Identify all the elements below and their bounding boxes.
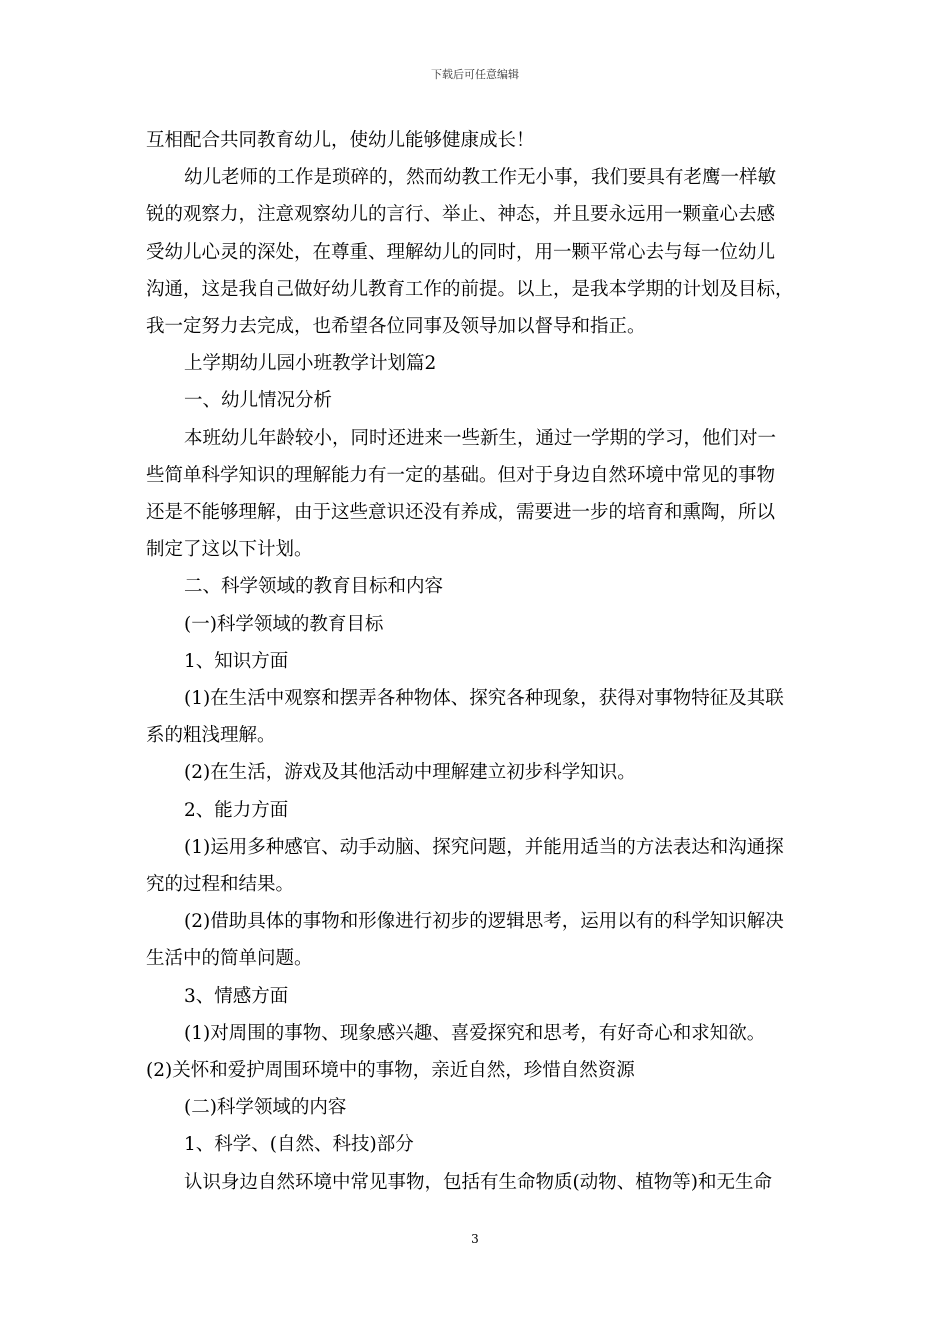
text-line: (2)在生活，游戏及其他活动中理解建立初步科学知识。 [184,762,636,784]
text-line: (1)运用多种感官、动手动脑、探究问题，并能用适当的方法表达和沟通探 [184,836,784,858]
text-line: 究的过程和结果。 [146,874,295,896]
text-line: (二)科学领域的内容 [184,1097,347,1119]
text-line: (2)关怀和爱护周围环境中的事物，亲近自然，珍惜自然资源 [146,1060,635,1082]
text-line: 2、能力方面 [184,799,289,821]
text-line: 生活中的简单问题。 [146,948,313,970]
text-line: (1)在生活中观察和摆弄各种物体、探究各种现象，获得对事物特征及其联 [184,688,784,710]
text-line: (1)对周围的事物、现象感兴趣、喜爱探究和思考，有好奇心和求知欲。 [184,1022,766,1044]
text-line: 幼儿老师的工作是琐碎的，然而幼教工作无小事，我们要具有老鹰一样敏 [184,167,777,189]
text-line: 互相配合共同教育幼儿，使幼儿能够健康成长！ [146,130,535,151]
text-line: 制定了这以下计划。 [146,539,313,561]
page-header: 下载后可任意编辑 [431,68,519,81]
text-line: 本班幼儿年龄较小，同时还进来一些新生，通过一学期的学习，他们对一 [184,427,777,449]
text-line: 上学期幼儿园小班教学计划篇2 [184,353,437,375]
text-line: 3、情感方面 [184,985,289,1007]
text-line: 我一定努力去完成，也希望各位同事及领导加以督导和指正。 [146,316,646,338]
text-line: 锐的观察力，注意观察幼儿的言行、举止、神态，并且要永远用一颗童心去感 [146,204,776,226]
text-line: (一)科学领域的教育目标 [184,613,384,635]
text-line: 沟通，这是我自己做好幼儿教育工作的前提。以上，是我本学期的计划及目标， [146,278,794,300]
text-line: 一、幼儿情况分析 [184,390,333,412]
document-body [146,122,816,1201]
text-line: 认识身边自然环境中常见事物，包括有生命物质(动物、植物等)和无生命 [184,1171,772,1193]
text-line: 系的粗浅理解。 [146,725,276,747]
text-line: 受幼儿心灵的深处，在尊重、理解幼儿的同时，用一颗平常心去与每一位幼儿 [146,241,776,263]
text-line: (2)借助具体的事物和形像进行初步的逻辑思考，运用以有的科学知识解决 [184,911,784,933]
text-line: 1、知识方面 [184,650,289,672]
text-line: 些简单科学知识的理解能力有一定的基础。但对于身边自然环境中常见的事物 [146,464,776,486]
page-number: 3 [471,1232,479,1246]
text-line: 1、科学、(自然、科技)部分 [184,1134,414,1156]
text-line: 还是不能够理解，由于这些意识还没有养成，需要进一步的培育和熏陶，所以 [146,502,776,524]
text-line: 二、科学领域的教育目标和内容 [184,576,444,598]
